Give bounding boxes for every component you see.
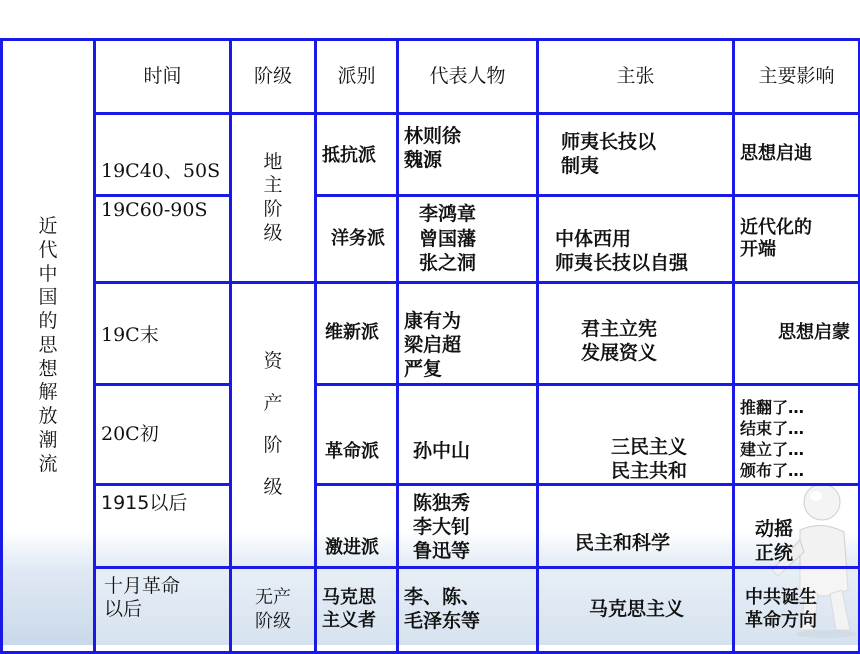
figures-cell: 孙中山	[398, 385, 538, 485]
class-cell-bourgeois: 资产阶级	[231, 283, 316, 568]
header-figures: 代表人物	[398, 40, 538, 114]
time-cell: 1915以后	[95, 485, 231, 567]
header-class: 阶级	[231, 40, 316, 114]
influence-cell: 思想启蒙	[734, 283, 860, 385]
influence-cell: 动摇 正统	[734, 485, 860, 567]
faction-cell: 马克思 主义者	[316, 567, 398, 652]
time-cell: 20C初	[95, 385, 231, 485]
time-cell: 19C末	[95, 283, 231, 385]
proposal-cell: 马克思主义	[538, 567, 734, 652]
table-row	[2, 485, 860, 567]
faction-cell: 革命派	[316, 385, 398, 485]
time-cell: 十月革命 以后	[95, 567, 231, 652]
faction-cell: 维新派	[316, 283, 398, 385]
figures-cell: 李、陈、 毛泽东等	[398, 567, 538, 652]
influence-cell: 中共诞生 革命方向	[734, 567, 860, 652]
thought-table	[0, 38, 860, 654]
proposal-cell: 中体西用 师夷长技以自强	[538, 196, 734, 283]
header-time: 时间	[95, 40, 231, 114]
influence-cell: 推翻了… 结束了… 建立了… 颁布了…	[734, 385, 860, 485]
faction-cell: 激进派	[316, 485, 398, 567]
header-influence: 主要影响	[734, 40, 860, 114]
time-cell: 19C40、50S	[95, 114, 231, 196]
header-proposal: 主张	[538, 40, 734, 114]
table-row	[2, 567, 860, 652]
proposal-cell: 三民主义 民主共和	[538, 385, 734, 485]
figures-cell: 李鸿章 曾国藩 张之洞	[398, 196, 538, 283]
proposal-cell: 师夷长技以 制夷	[538, 114, 734, 196]
figures-cell: 林则徐 魏源	[398, 114, 538, 196]
header-faction: 派别	[316, 40, 398, 114]
faction-cell: 抵抗派	[316, 114, 398, 196]
influence-cell: 近代化的 开端	[734, 196, 860, 283]
table-row	[2, 196, 860, 283]
table-title: 近代中国的思想解放潮流	[2, 40, 95, 653]
class-cell-landlord: 地主阶级	[231, 114, 316, 283]
proposal-cell: 君主立宪 发展资义	[538, 283, 734, 385]
influence-cell: 思想启迪	[734, 114, 860, 196]
table-row	[2, 114, 860, 196]
table-row	[2, 283, 860, 385]
header-row	[2, 40, 860, 114]
table-row	[2, 385, 860, 485]
proposal-cell: 民主和科学	[538, 485, 734, 567]
figures-cell: 康有为 梁启超 严复	[398, 283, 538, 385]
class-cell-proletariat: 无产 阶级	[231, 567, 316, 652]
figures-cell: 陈独秀 李大钊 鲁迅等	[398, 485, 538, 567]
faction-cell: 洋务派	[316, 196, 398, 283]
time-cell: 19C60-90S	[95, 196, 231, 283]
